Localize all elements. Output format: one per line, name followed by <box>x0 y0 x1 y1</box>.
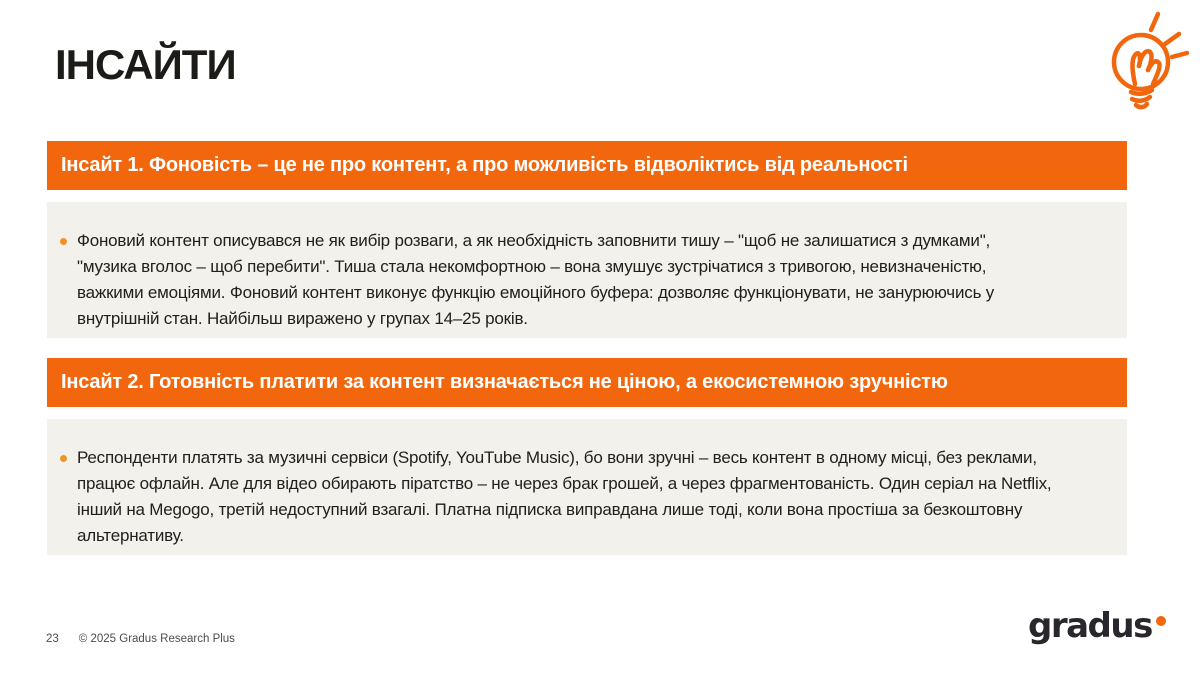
bulb-ray-2 <box>1165 34 1179 44</box>
insight-1-text <box>77 228 1127 332</box>
insight-1-text-line: Фоновий контент описувався не як вибір розваги, а як необхідність заповнити тишу – "щоб не залишатися з думками", <box>77 231 991 250</box>
insight-2-heading: Інсайт 2. Готовність платити за контент визначається не ціною, а екосистемною зручністю <box>61 371 948 393</box>
gradus-logo <box>1028 606 1166 646</box>
insight-2-text-line: альтернативу. <box>77 526 184 545</box>
insight-2-header-bar <box>47 358 1127 407</box>
bulb-ray-1 <box>1151 14 1158 30</box>
bulb-filament-left <box>1133 53 1141 84</box>
bulb-base-line-2 <box>1132 97 1150 101</box>
page-title: ІНСАЙТИ <box>55 41 236 88</box>
insight-1-heading: Інсайт 1. Фоновість – це не про контент, а про можливість відволіктись від реальності <box>61 154 908 176</box>
bullet-icon <box>60 455 67 462</box>
insight-2-text <box>77 445 1127 549</box>
insight-1-text-line: важкими емоціями. Фоновий контент виконує функцію емоційного буфера: дозволяє функціонувати, не занурюючись у <box>77 283 995 302</box>
lightbulb-icon <box>1105 8 1195 113</box>
insight-1-body-panel <box>47 202 1127 338</box>
insight-2-text-line: інший на Megogo, третій недоступний взагалі. Платна підписка виправдана лише тоді, коли вона простіша за безкоштовну <box>77 500 1023 519</box>
logo-dot-icon <box>1156 616 1166 626</box>
insight-1-text-line: "музика вголос – щоб перебити". Тиша стала некомфортною – вона змушує зустрічатися з тривогою, невизначеністю, <box>77 257 987 276</box>
insight-1-text-line: внутрішній стан. Найбільш виражено у групах 14–25 років. <box>77 309 528 328</box>
insight-1-header-bar <box>47 141 1127 190</box>
insight-2-body-panel <box>47 419 1127 555</box>
copyright-text: © 2025 Gradus Research Plus <box>78 633 235 645</box>
slide-footer <box>46 633 235 645</box>
insight-2-text-line: Респонденти платять за музичні сервіси (Spotify, YouTube Music), бо вони зручні – весь контент в одному місці, без реклами, <box>77 448 1037 467</box>
insight-2-text-line: працює офлайн. Але для відео обирають піратство – не через брак грошей, а через фрагментованість. Один серіал на Netflix, <box>77 474 1052 493</box>
logo-text: gradus <box>1028 606 1152 646</box>
bullet-icon <box>60 238 67 245</box>
bulb-ray-3 <box>1172 53 1187 57</box>
page-number: 23 <box>46 633 59 645</box>
bulb-base-cap <box>1136 104 1147 107</box>
